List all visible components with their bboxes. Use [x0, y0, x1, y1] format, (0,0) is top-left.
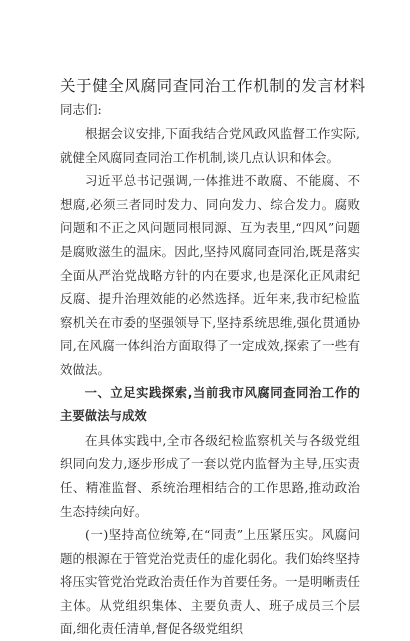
paragraph-responsibility: (一)坚持高位统筹,在“同责”上压紧压实。风腐问题的根源在于管党治党责任的虚化弱化。我们始终坚持将压实管党治党政治责任作为首要任务。一是明晰责任主体。从党组织集体、主要负责人、班子成员三个层面,细化责任清单,督促各级党组织 — [60, 527, 361, 637]
paragraph-intro: 根据会议安排,下面我结合党风政风监督工作实际,就健全风腐同查同治工作机制,谈几点认识和体会。 — [60, 126, 360, 165]
document-title: 关于健全风腐同查同治工作机制的发言材料 — [60, 77, 366, 95]
greeting: 同志们: — [60, 102, 102, 117]
document-body — [60, 122, 360, 641]
section-heading: 一、立足实践探索,当前我市风腐同查同治工作的主要做法与成效 — [60, 385, 360, 424]
paragraph-practice: 在具体实践中,全市各级纪检监察机关与各级党组织同向发力,逐步形成了一套以党内监督为主导,压实责任、精准监督、系统治理相结合的工作思路,推动政治生态持续向好。 — [60, 432, 360, 519]
paragraph-background: 习近平总书记强调,一体推进不敢腐、不能腐、不想腐,必须三者同时发力、同向发力、综合发力。腐败问题和不正之风问题同根同源、互为表里,“四风”问题是腐败滋生的温床。因此,坚持风腐同查同治,既是落实全面从严治党战略方针的内在要求,也是深化正风肃纪反腐、提升治理效能的必然选择。近年来,我市纪检监察机关在市委的坚强领导下,坚持系统思维,强化贯通协同,在风腐一体纠治方面取得了一定成效,探索了一些有效做法。 — [60, 173, 360, 377]
